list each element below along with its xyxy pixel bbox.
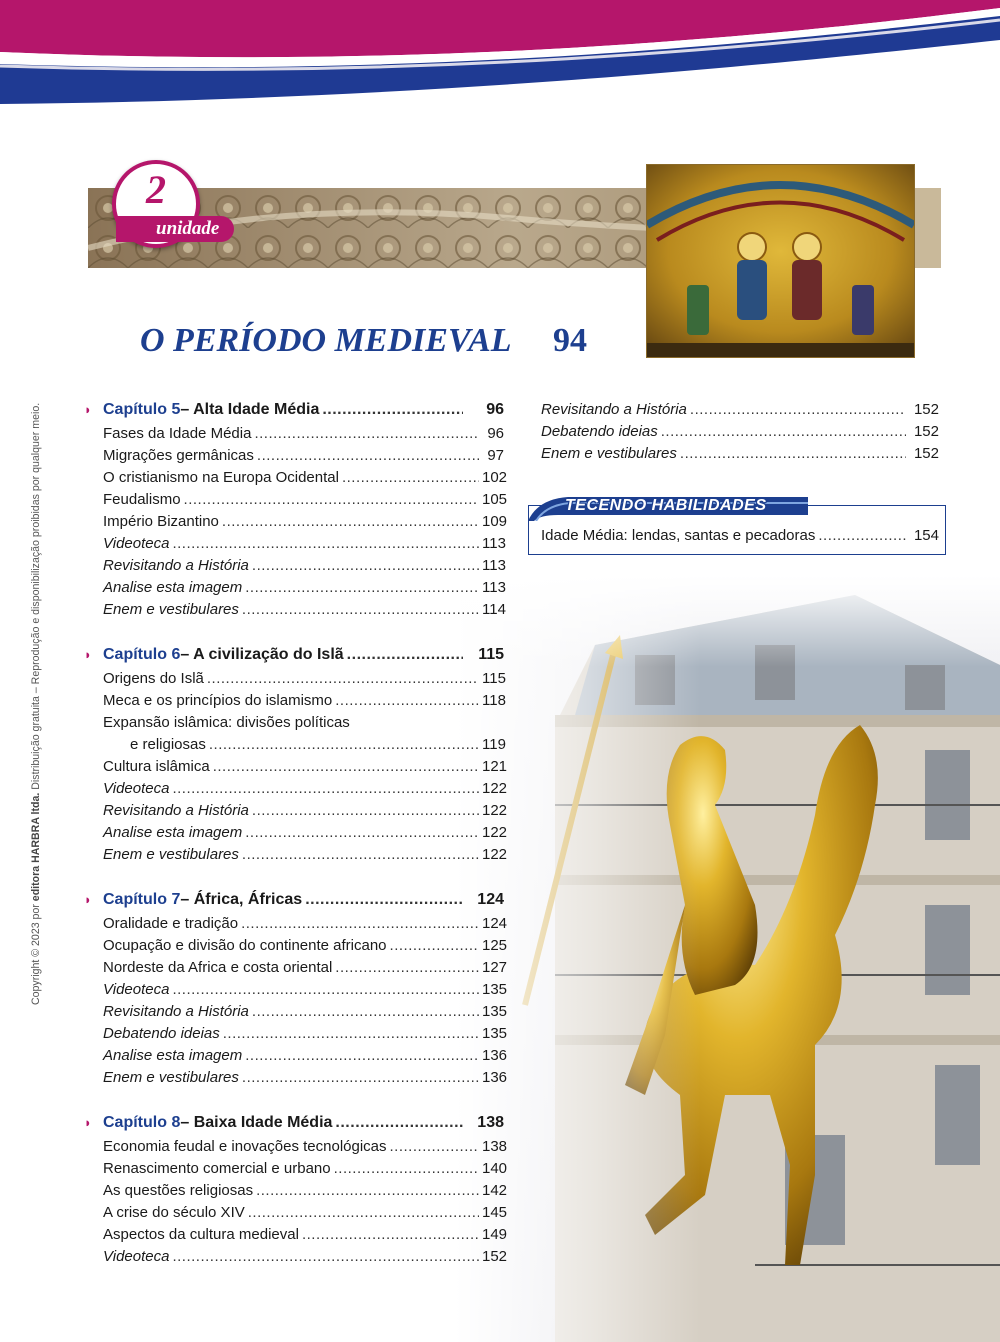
toc-entry-title: Aspectos da cultura medieval <box>103 1226 299 1243</box>
copyright-prefix: Copyright © 2023 por <box>30 904 42 1005</box>
toc-entry-page: 152 <box>913 445 939 462</box>
dot-leader <box>254 425 479 442</box>
dot-leader <box>390 1138 479 1155</box>
chapter-bullet-icon: ◗ <box>84 647 92 662</box>
toc-entry-page: 96 <box>487 425 504 442</box>
chapter-heading[interactable] <box>84 891 504 915</box>
unit-title: O PERÍODO MEDIEVAL <box>140 322 512 359</box>
toc-entry-title: As questões religiosas <box>103 1182 254 1199</box>
toc-entry[interactable] <box>103 758 508 780</box>
toc-entry-title: Origens do Islã <box>103 670 204 687</box>
byzantine-mosaic-image <box>647 165 914 357</box>
chapter-heading[interactable] <box>84 1114 504 1138</box>
toc-entry[interactable] <box>103 557 504 579</box>
toc-entry[interactable] <box>103 1248 508 1270</box>
dot-leader <box>818 527 906 544</box>
toc-entry-page: 135 <box>482 1025 508 1042</box>
chapter-label: Capítulo 6 <box>103 646 181 663</box>
toc-entry[interactable] <box>103 1138 508 1160</box>
toc-entry[interactable] <box>103 802 508 824</box>
toc-entry[interactable] <box>103 447 504 469</box>
unit-page-number: 94 <box>553 322 587 359</box>
toc-entry-title: A crise do século XIV <box>103 1204 245 1221</box>
toc-entry-title: e religiosas <box>130 736 206 753</box>
chapter-bullet-icon: ◗ <box>84 892 92 907</box>
toc-entry-title: Renascimento comercial e urbano <box>103 1160 331 1177</box>
toc-entry-title: O cristianismo na Europa Ocidental <box>103 469 339 486</box>
dot-leader <box>172 981 479 998</box>
dot-leader <box>242 601 479 618</box>
toc-entry-title: Revisitando a História <box>103 1003 249 1020</box>
toc-entry-title: Feudalismo <box>103 491 181 508</box>
dot-leader <box>245 1047 479 1064</box>
dot-leader <box>172 535 479 552</box>
chapter-section <box>84 891 508 1091</box>
dot-leader <box>390 937 479 954</box>
chapter-bullet-icon: ◗ <box>84 402 92 417</box>
chapter-label: Capítulo 8 <box>103 1114 181 1131</box>
chapter-heading[interactable] <box>84 401 504 425</box>
toc-entry-title: Economia feudal e inovações tecnológicas <box>103 1138 387 1155</box>
toc-entry-title: Oralidade e tradição <box>103 915 239 932</box>
dot-leader <box>334 1160 479 1177</box>
chapter-title: – Alta Idade Média <box>180 401 320 418</box>
chapter-section <box>84 401 508 623</box>
toc-entry-page: 122 <box>482 824 508 841</box>
toc-entry-title: Videoteca <box>103 1248 170 1265</box>
chapter-page: 138 <box>477 1114 504 1131</box>
toc-entry[interactable] <box>103 1047 508 1069</box>
toc-entry-title: Meca e os princípios do islamismo <box>103 692 333 709</box>
toc-entry-title: Analise esta imagem <box>103 579 243 596</box>
dot-leader <box>248 1204 479 1221</box>
chapter-title: – A civilização do Islã <box>180 646 344 663</box>
toc-entry-page: 122 <box>482 802 508 819</box>
dot-leader <box>680 445 906 462</box>
chapter-bullet-icon: ◗ <box>84 1115 92 1130</box>
toc-entry-title: Idade Média: lendas, santas e pecadoras <box>541 527 816 544</box>
toc-entry-page: 113 <box>482 557 506 574</box>
toc-entry-page: 109 <box>482 513 508 530</box>
toc-entry-title: Analise esta imagem <box>103 824 243 841</box>
toc-entry[interactable] <box>103 1204 508 1226</box>
toc-entry-page: 142 <box>482 1182 508 1199</box>
tecendo-heading: TECENDO HABILIDADES <box>565 497 767 514</box>
toc-entry-title: Império Bizantino <box>103 513 219 530</box>
toc-entry-page: 152 <box>482 1248 508 1265</box>
toc-entry[interactable] <box>103 579 504 601</box>
toc-entry-page: 118 <box>482 692 506 709</box>
joan-of-arc-statue-photo <box>455 575 1000 1342</box>
toc-entry[interactable] <box>103 1003 508 1025</box>
toc-entry[interactable] <box>541 445 939 467</box>
toc-entry-title: Videoteca <box>103 535 170 552</box>
chapter-title: – África, Áfricas <box>180 891 303 908</box>
tecendo-entry <box>541 527 939 549</box>
copyright-notice <box>30 325 42 1005</box>
dot-leader <box>252 1003 479 1020</box>
toc-entry[interactable] <box>103 1069 508 1091</box>
toc-entry-title: Debatendo ideias <box>103 1025 220 1042</box>
toc-entry-page: 138 <box>482 1138 508 1155</box>
toc-entry-page: 114 <box>482 601 506 618</box>
toc-entry-page: 102 <box>482 469 508 486</box>
toc-entry[interactable] <box>103 1182 508 1204</box>
toc-entry-page: 135 <box>482 1003 508 1020</box>
toc-entry-title: Fases da Idade Média <box>103 425 252 442</box>
toc-entry-page: 152 <box>913 423 939 440</box>
dot-leader <box>242 846 479 863</box>
chapter-heading[interactable] <box>84 646 504 670</box>
unit-label-tag <box>116 216 234 242</box>
toc-entry-title: Revisitando a História <box>541 401 687 418</box>
toc-entry-page: 119 <box>482 736 506 753</box>
toc-entry[interactable] <box>103 736 504 758</box>
dot-leader <box>242 1069 479 1086</box>
dot-leader <box>690 401 906 418</box>
toc-entry-page: 113 <box>482 535 506 552</box>
dot-leader <box>245 579 479 596</box>
dot-leader <box>172 780 479 797</box>
toc-entry-title: Revisitando a História <box>103 802 249 819</box>
toc-entry-page: 105 <box>482 491 508 508</box>
toc-entry[interactable] <box>103 692 504 714</box>
toc-entry-page: 125 <box>482 937 508 954</box>
toc-entry[interactable] <box>103 513 508 535</box>
chapters-list <box>84 401 508 1270</box>
dot-leader <box>252 557 479 574</box>
toc-entry-title: Analise esta imagem <box>103 1047 243 1064</box>
toc-entry-page: 115 <box>482 670 506 687</box>
toc-entry[interactable] <box>103 780 508 802</box>
toc-entry[interactable] <box>103 915 508 937</box>
toc-entry[interactable] <box>103 1025 508 1047</box>
toc-entry[interactable] <box>103 469 508 491</box>
toc-entry[interactable] <box>103 824 508 846</box>
toc-entry[interactable] <box>103 937 508 959</box>
dot-leader <box>335 692 479 709</box>
toc-entry-title: Debatendo ideias <box>541 423 658 440</box>
toc-entry-page: 113 <box>482 579 506 596</box>
toc-entry[interactable] <box>103 1160 508 1182</box>
header-wave-decoration <box>0 0 1000 120</box>
toc-entry-page: 154 <box>913 527 939 544</box>
chapter-page: 124 <box>477 891 504 908</box>
toc-entry-title: Enem e vestibulares <box>103 846 239 863</box>
toc-entry-title: Ocupação e divisão do continente africano <box>103 937 387 954</box>
toc-left-column <box>84 401 508 1293</box>
toc-entry[interactable] <box>103 425 504 447</box>
chapter-label: Capítulo 5 <box>103 401 181 418</box>
toc-entry-title: Revisitando a História <box>103 557 249 574</box>
toc-entry-page: 136 <box>482 1047 508 1064</box>
toc-entry[interactable] <box>103 846 508 868</box>
continued-items-list <box>541 401 939 467</box>
toc-entry[interactable] <box>103 959 508 981</box>
toc-entry-title: Enem e vestibulares <box>541 445 677 462</box>
toc-entry[interactable] <box>103 535 504 557</box>
dot-leader <box>207 670 479 687</box>
toc-entry-title: Enem e vestibulares <box>103 601 239 618</box>
toc-entry[interactable] <box>541 527 939 549</box>
dot-leader <box>256 1182 479 1199</box>
copyright-suffix: Distribuição gratuita – Reprodução e disponibilização proibidas por qualquer meio. <box>30 402 42 790</box>
dot-leader <box>347 646 463 664</box>
dot-leader <box>213 758 479 775</box>
toc-entry-page: 149 <box>482 1226 508 1243</box>
dot-leader <box>172 1248 479 1265</box>
toc-entry-page: 135 <box>482 981 508 998</box>
toc-entry[interactable] <box>541 423 939 445</box>
toc-entry-title: Videoteca <box>103 780 170 797</box>
unit-label: unidade <box>156 218 220 239</box>
chapter-page: 96 <box>486 401 504 418</box>
dot-leader <box>222 513 479 530</box>
toc-entry[interactable] <box>103 601 504 623</box>
copyright-publisher: editora HARBRA ltda. <box>30 792 42 902</box>
dot-leader <box>302 1226 479 1243</box>
toc-entry-page: 145 <box>482 1204 508 1221</box>
toc-entry[interactable] <box>103 981 508 1003</box>
dot-leader <box>322 401 463 419</box>
chapter-page: 115 <box>478 646 504 663</box>
dot-leader <box>209 736 479 753</box>
toc-entry[interactable] <box>103 670 504 692</box>
toc-entry-title: Migrações germânicas <box>103 447 254 464</box>
toc-entry-title: Expansão islâmica: divisões políticas <box>103 714 350 731</box>
toc-entry-page: 122 <box>482 846 508 863</box>
toc-entry-page: 122 <box>482 780 508 797</box>
toc-entry-page: 124 <box>482 915 508 932</box>
toc-entry-page: 97 <box>487 447 504 464</box>
dot-leader <box>342 469 479 486</box>
toc-entry-title: Videoteca <box>103 981 170 998</box>
toc-entry-title: Cultura islâmica <box>103 758 210 775</box>
dot-leader <box>257 447 479 464</box>
toc-entry-page: 140 <box>482 1160 508 1177</box>
toc-entry[interactable] <box>103 1226 508 1248</box>
dot-leader <box>223 1025 479 1042</box>
toc-entry-title: Enem e vestibulares <box>103 1069 239 1086</box>
toc-entry[interactable] <box>103 714 504 736</box>
toc-right-column <box>541 401 939 467</box>
dot-leader <box>241 915 479 932</box>
toc-entry-page: 127 <box>482 959 508 976</box>
unit-number: 2 <box>146 167 166 212</box>
chapter-section <box>84 1114 508 1270</box>
chapter-section <box>84 646 508 868</box>
dot-leader <box>252 802 479 819</box>
toc-entry-page: 121 <box>482 758 508 775</box>
chapter-label: Capítulo 7 <box>103 891 181 908</box>
dot-leader <box>305 891 463 909</box>
toc-entry-page: 152 <box>913 401 939 418</box>
dot-leader <box>335 959 479 976</box>
dot-leader <box>661 423 906 440</box>
toc-entry[interactable] <box>103 491 508 513</box>
dot-leader <box>184 491 479 508</box>
chapter-title: – Baixa Idade Média <box>180 1114 333 1131</box>
dot-leader <box>335 1114 463 1132</box>
toc-entry-title: Nordeste da Africa e costa oriental <box>103 959 333 976</box>
toc-entry-page: 136 <box>482 1069 508 1086</box>
toc-entry[interactable] <box>541 401 939 423</box>
dot-leader <box>245 824 479 841</box>
